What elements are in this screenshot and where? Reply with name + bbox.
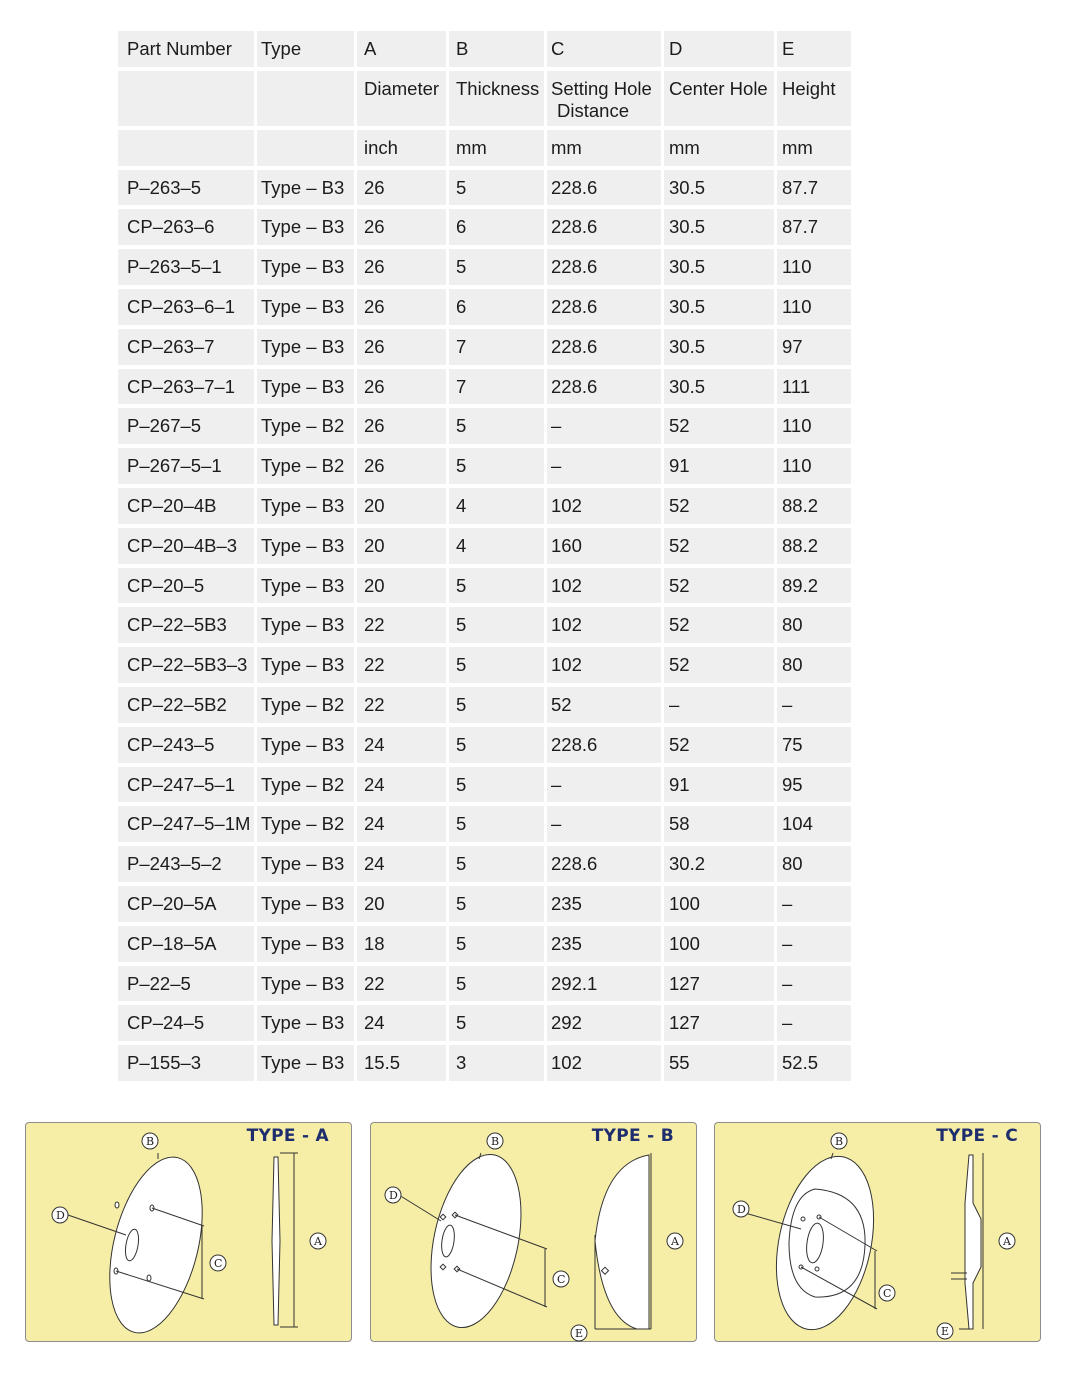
disc-face — [417, 1146, 536, 1336]
type-cell: Type – B2 — [257, 448, 354, 484]
label-a: A — [671, 1235, 679, 1248]
setting-hole-cell: 228.6 — [547, 727, 661, 763]
thickness-cell: 5 — [449, 926, 544, 962]
part-number-cell: CP–263–6 — [118, 209, 254, 245]
label-b: B — [491, 1135, 500, 1148]
table-row — [118, 846, 854, 882]
thickness-cell: 6 — [449, 289, 544, 325]
table-row — [118, 886, 854, 922]
diameter-cell: 26 — [357, 408, 446, 444]
disc-face — [93, 1148, 218, 1343]
diameter-cell: 18 — [357, 926, 446, 962]
center-hole-cell: 91 — [664, 448, 774, 484]
part-number-cell: CP–20–5 — [118, 568, 254, 604]
thickness-cell: 5 — [449, 806, 544, 842]
height-cell: 80 — [777, 846, 851, 882]
part-number-cell: P–267–5 — [118, 408, 254, 444]
type-cell: Type – B3 — [257, 1045, 354, 1081]
label-c: C — [214, 1257, 223, 1270]
center-hole-cell: 30.5 — [664, 289, 774, 325]
type-cell: Type – B3 — [257, 369, 354, 405]
table-row — [118, 647, 854, 683]
type-cell: Type – B2 — [257, 767, 354, 803]
header-cell: B — [449, 31, 544, 67]
label-a: A — [1003, 1235, 1011, 1248]
center-hole-cell: 55 — [664, 1045, 774, 1081]
thickness-cell: 5 — [449, 767, 544, 803]
table-row — [118, 170, 854, 206]
label-e: E — [941, 1325, 950, 1338]
thickness-cell: 5 — [449, 448, 544, 484]
type-cell: Type – B3 — [257, 329, 354, 365]
table-row — [118, 568, 854, 604]
setting-hole-cell: 228.6 — [547, 329, 661, 365]
center-hole-cell: 52 — [664, 568, 774, 604]
header-cell: C — [547, 31, 661, 67]
type-c-diagram — [714, 1122, 1041, 1342]
description-cell: Center Hole — [664, 71, 774, 126]
diameter-cell: 22 — [357, 687, 446, 723]
label-b: B — [835, 1135, 844, 1148]
diameter-cell: 26 — [357, 249, 446, 285]
part-number-cell: P–267–5–1 — [118, 448, 254, 484]
diameter-cell: 20 — [357, 568, 446, 604]
diameter-cell: 24 — [357, 767, 446, 803]
type-cell: Type – B2 — [257, 408, 354, 444]
height-cell: 110 — [777, 249, 851, 285]
table-row — [118, 488, 854, 524]
setting-hole — [147, 1275, 151, 1281]
type-cell: Type – B3 — [257, 249, 354, 285]
table-row — [118, 209, 854, 245]
thickness-cell: 3 — [449, 1045, 544, 1081]
thickness-cell: 7 — [449, 369, 544, 405]
part-number-cell: P–263–5–1 — [118, 249, 254, 285]
setting-hole-cell: – — [547, 767, 661, 803]
side-profile — [965, 1155, 981, 1329]
description-cell: Diameter — [357, 71, 446, 126]
part-number-cell: CP–22–5B3–3 — [118, 647, 254, 683]
center-hole-cell: 30.5 — [664, 249, 774, 285]
height-cell: 52.5 — [777, 1045, 851, 1081]
thickness-cell: 5 — [449, 568, 544, 604]
part-number-cell: P–22–5 — [118, 966, 254, 1002]
type-cell: Type – B3 — [257, 926, 354, 962]
description-cell — [118, 71, 254, 126]
thickness-cell: 5 — [449, 1005, 544, 1041]
height-cell: 111 — [777, 369, 851, 405]
part-number-cell: CP–20–4B–3 — [118, 528, 254, 564]
setting-hole-cell: 228.6 — [547, 170, 661, 206]
center-hole-cell: 58 — [664, 806, 774, 842]
diameter-cell: 26 — [357, 170, 446, 206]
height-cell: 97 — [777, 329, 851, 365]
unit-cell: mm — [777, 130, 851, 166]
setting-hole-cell: 102 — [547, 647, 661, 683]
diameter-cell: 22 — [357, 607, 446, 643]
diameter-cell: 15.5 — [357, 1045, 446, 1081]
setting-hole-cell: 228.6 — [547, 289, 661, 325]
setting-hole-cell: 228.6 — [547, 209, 661, 245]
center-hole-cell: 30.5 — [664, 209, 774, 245]
type-cell: Type – B3 — [257, 289, 354, 325]
table-row — [118, 289, 854, 325]
setting-hole-cell: – — [547, 408, 661, 444]
thickness-cell: 5 — [449, 607, 544, 643]
setting-hole-cell: 235 — [547, 886, 661, 922]
part-number-cell: CP–247–5–1 — [118, 767, 254, 803]
diameter-cell: 20 — [357, 528, 446, 564]
type-a-drawing — [26, 1123, 353, 1343]
type-cell: Type – B3 — [257, 170, 354, 206]
thickness-cell: 4 — [449, 528, 544, 564]
thickness-cell: 5 — [449, 687, 544, 723]
part-number-cell: CP–24–5 — [118, 1005, 254, 1041]
header-row — [118, 31, 854, 67]
type-cell: Type – B3 — [257, 568, 354, 604]
table-row — [118, 966, 854, 1002]
type-cell: Type – B2 — [257, 687, 354, 723]
spec-table — [118, 31, 854, 1085]
table-row — [118, 369, 854, 405]
center-hole-cell: 91 — [664, 767, 774, 803]
height-cell: 88.2 — [777, 488, 851, 524]
part-number-cell: CP–22–5B3 — [118, 607, 254, 643]
table-body — [118, 170, 854, 1081]
description-cell: Height — [777, 71, 851, 126]
setting-hole-cell: – — [547, 448, 661, 484]
type-cell: Type – B3 — [257, 966, 354, 1002]
setting-hole-cell: 102 — [547, 1045, 661, 1081]
center-hole-cell: 52 — [664, 727, 774, 763]
part-number-cell: CP–20–4B — [118, 488, 254, 524]
height-cell: 87.7 — [777, 170, 851, 206]
diameter-cell: 26 — [357, 329, 446, 365]
part-number-cell: P–243–5–2 — [118, 846, 254, 882]
thickness-cell: 4 — [449, 488, 544, 524]
header-cell: A — [357, 31, 446, 67]
type-c-title: TYPE - C — [936, 1126, 1018, 1146]
type-cell: Type – B3 — [257, 886, 354, 922]
table-row — [118, 926, 854, 962]
side-profile — [595, 1155, 649, 1329]
description-cell — [257, 71, 354, 126]
setting-hole-cell: 102 — [547, 607, 661, 643]
part-number-cell: CP–263–7 — [118, 329, 254, 365]
center-hole-cell: 52 — [664, 607, 774, 643]
center-hole-cell: 30.5 — [664, 170, 774, 206]
thickness-cell: 5 — [449, 886, 544, 922]
unit-cell: inch — [357, 130, 446, 166]
table-row — [118, 806, 854, 842]
description-cell-line1: Setting Hole — [551, 77, 652, 99]
thickness-cell: 5 — [449, 846, 544, 882]
part-number-cell: CP–18–5A — [118, 926, 254, 962]
height-cell: 104 — [777, 806, 851, 842]
center-hole-cell: 100 — [664, 926, 774, 962]
table-row — [118, 1045, 854, 1081]
description-cell: Thickness — [449, 71, 544, 126]
label-d: D — [389, 1189, 398, 1202]
type-a-diagram — [25, 1122, 352, 1342]
label-e: E — [575, 1327, 584, 1340]
thickness-cell: 5 — [449, 727, 544, 763]
center-hole-cell: 52 — [664, 528, 774, 564]
type-a-title: TYPE - A — [246, 1126, 329, 1146]
setting-hole-cell: 228.6 — [547, 249, 661, 285]
table-row — [118, 687, 854, 723]
type-b-drawing — [371, 1123, 698, 1343]
diameter-cell: 20 — [357, 488, 446, 524]
setting-hole — [115, 1202, 119, 1208]
type-cell: Type – B3 — [257, 607, 354, 643]
setting-hole-cell: 160 — [547, 528, 661, 564]
diameter-cell: 24 — [357, 727, 446, 763]
diameter-cell: 26 — [357, 369, 446, 405]
diameter-cell: 24 — [357, 846, 446, 882]
height-cell: – — [777, 926, 851, 962]
type-c-drawing — [715, 1123, 1042, 1343]
thickness-cell: 5 — [449, 170, 544, 206]
part-number-cell: CP–247–5–1M — [118, 806, 254, 842]
center-hole-cell: 127 — [664, 1005, 774, 1041]
setting-hole-cell: 228.6 — [547, 846, 661, 882]
type-cell: Type – B3 — [257, 727, 354, 763]
part-number-cell: P–155–3 — [118, 1045, 254, 1081]
label-b: B — [146, 1135, 155, 1148]
table-row — [118, 528, 854, 564]
diameter-cell: 22 — [357, 647, 446, 683]
description-cell-line2: Distance — [557, 99, 629, 121]
height-cell: – — [777, 687, 851, 723]
thickness-cell: 5 — [449, 408, 544, 444]
height-cell: – — [777, 1005, 851, 1041]
center-hole-cell: – — [664, 687, 774, 723]
type-cell: Type – B3 — [257, 647, 354, 683]
center-hole-cell: 52 — [664, 647, 774, 683]
header-cell: D — [664, 31, 774, 67]
center-hole-cell: 30.5 — [664, 329, 774, 365]
part-number-cell: CP–263–6–1 — [118, 289, 254, 325]
setting-hole-cell: 102 — [547, 568, 661, 604]
center-hole-cell: 52 — [664, 408, 774, 444]
diameter-cell: 20 — [357, 886, 446, 922]
table-row — [118, 329, 854, 365]
center-hole-cell: 30.5 — [664, 369, 774, 405]
unit-cell: mm — [664, 130, 774, 166]
height-cell: 87.7 — [777, 209, 851, 245]
height-cell: 89.2 — [777, 568, 851, 604]
diameter-cell: 26 — [357, 289, 446, 325]
setting-hole-cell: 235 — [547, 926, 661, 962]
thickness-cell: 5 — [449, 249, 544, 285]
setting-hole-cell: 292 — [547, 1005, 661, 1041]
height-cell: 75 — [777, 727, 851, 763]
header-cell: Part Number — [118, 31, 254, 67]
center-hole-cell: 30.2 — [664, 846, 774, 882]
type-cell: Type – B3 — [257, 846, 354, 882]
height-cell: 95 — [777, 767, 851, 803]
label-d: D — [56, 1209, 65, 1222]
type-cell: Type – B3 — [257, 488, 354, 524]
setting-hole — [801, 1217, 805, 1221]
type-b-diagram — [370, 1122, 697, 1342]
height-cell: – — [777, 966, 851, 1002]
part-number-cell: CP–22–5B2 — [118, 687, 254, 723]
table-row — [118, 448, 854, 484]
diameter-cell: 24 — [357, 806, 446, 842]
height-cell: 110 — [777, 448, 851, 484]
height-cell: 80 — [777, 607, 851, 643]
type-cell: Type – B2 — [257, 806, 354, 842]
header-cell: E — [777, 31, 851, 67]
table-row — [118, 727, 854, 763]
thickness-cell: 5 — [449, 966, 544, 1002]
type-cell: Type – B3 — [257, 528, 354, 564]
unit-cell: mm — [547, 130, 661, 166]
description-row — [118, 71, 854, 126]
unit-cell — [257, 130, 354, 166]
setting-hole-cell: 292.1 — [547, 966, 661, 1002]
thickness-cell: 5 — [449, 647, 544, 683]
part-number-cell: CP–243–5 — [118, 727, 254, 763]
label-c: C — [883, 1287, 892, 1300]
table-row — [118, 1005, 854, 1041]
label-a: A — [314, 1235, 322, 1248]
label-c: C — [557, 1273, 566, 1286]
part-number-cell: CP–263–7–1 — [118, 369, 254, 405]
height-cell: – — [777, 886, 851, 922]
diameter-cell: 26 — [357, 448, 446, 484]
diameter-cell: 24 — [357, 1005, 446, 1041]
header-cell: Type — [257, 31, 354, 67]
thickness-cell: 7 — [449, 329, 544, 365]
setting-hole-cell: 228.6 — [547, 369, 661, 405]
height-cell: 80 — [777, 647, 851, 683]
table-row — [118, 767, 854, 803]
center-hole-cell: 127 — [664, 966, 774, 1002]
setting-hole-cell: 102 — [547, 488, 661, 524]
height-cell: 110 — [777, 289, 851, 325]
setting-hole-cell: 52 — [547, 687, 661, 723]
setting-hole-cell: – — [547, 806, 661, 842]
unit-row — [118, 130, 854, 166]
table-row — [118, 408, 854, 444]
type-cell: Type – B3 — [257, 1005, 354, 1041]
part-number-cell: CP–20–5A — [118, 886, 254, 922]
table-row — [118, 607, 854, 643]
center-hole-cell: 52 — [664, 488, 774, 524]
type-cell: Type – B3 — [257, 209, 354, 245]
type-b-title: TYPE - B — [591, 1126, 674, 1146]
setting-hole — [815, 1267, 819, 1271]
height-cell: 110 — [777, 408, 851, 444]
diameter-cell: 26 — [357, 209, 446, 245]
thickness-cell: 6 — [449, 209, 544, 245]
label-d: D — [737, 1203, 746, 1216]
unit-cell — [118, 130, 254, 166]
table-row — [118, 249, 854, 285]
part-number-cell: P–263–5 — [118, 170, 254, 206]
side-profile — [272, 1157, 280, 1325]
diameter-cell: 22 — [357, 966, 446, 1002]
unit-cell: mm — [449, 130, 544, 166]
description-cell — [547, 71, 661, 126]
center-hole-cell: 100 — [664, 886, 774, 922]
height-cell: 88.2 — [777, 528, 851, 564]
